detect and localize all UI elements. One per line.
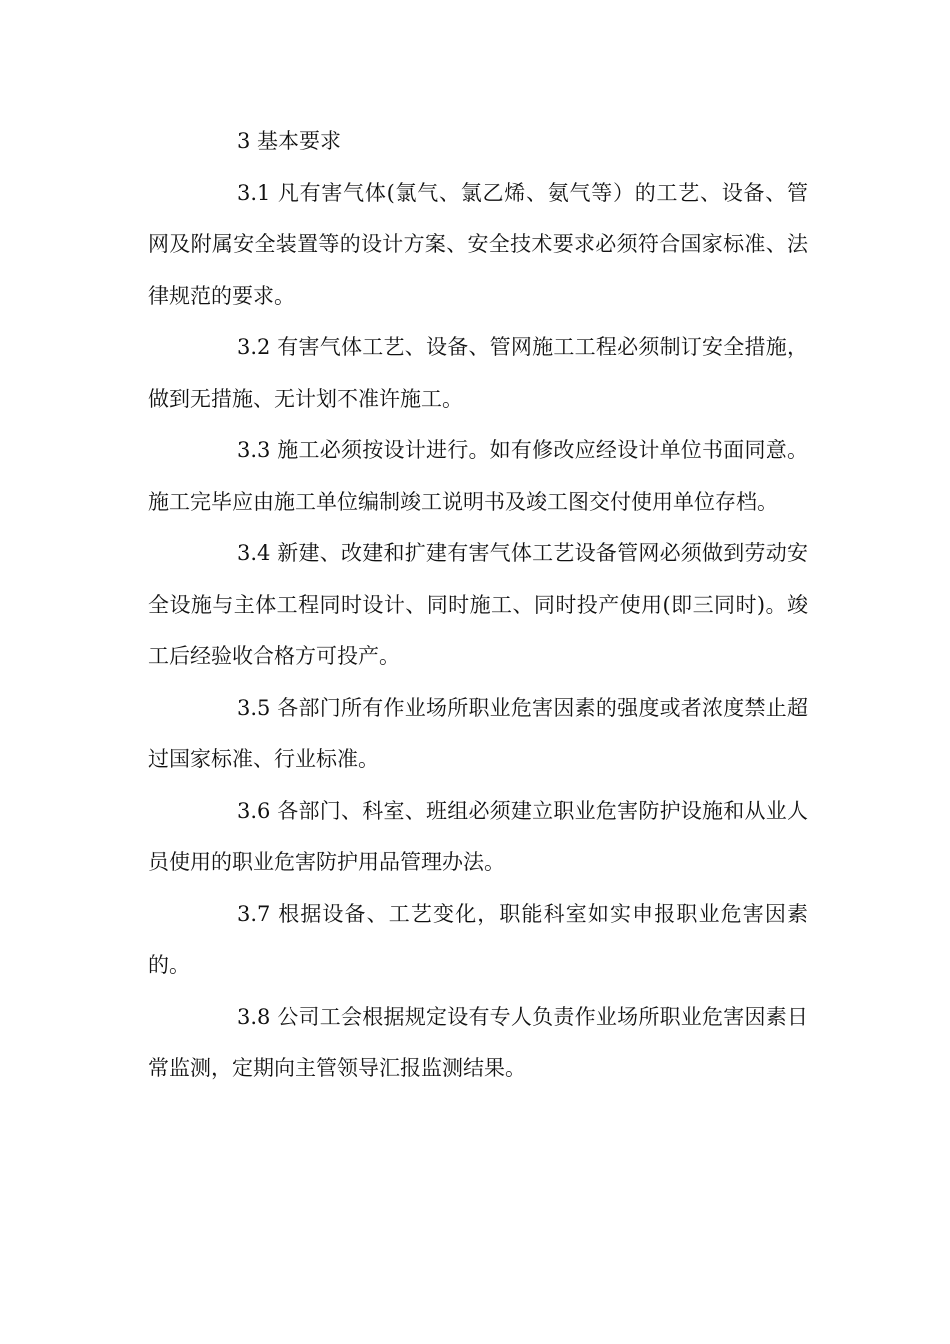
document-body — [148, 116, 808, 1095]
paragraph-3-6: 3.6 各部门、科室、班组必须建立职业危害防护设施和从业人员使用的职业危害防护用品管理办法。 — [148, 798, 808, 874]
paragraph-3-3: 3.3 施工必须按设计进行。如有修改应经设计单位书面同意。 施工完毕应由施工单位编制竣工说明书及竣工图交付使用单位存档。 — [148, 438, 808, 514]
paragraph-3-2: 3.2 有害气体工艺、设备、管网施工工程必须制订安全措施，做到无措施、无计划不准许施工。 — [148, 335, 808, 411]
paragraph-3-5: 3.5 各部门所有作业场所职业危害因素的强度或者浓度禁止超过国家标准、行业标准。 — [148, 695, 808, 771]
section-heading: 3 基本要求 — [237, 129, 342, 153]
paragraph-3-7: 3.7 根据设备、工艺变化，职能科室如实申报职业危害因素的。 — [148, 901, 808, 977]
paragraph-3-1: 3.1 凡有害气体(氯气、氯乙烯、氨气等）的工艺、设备、管网及附属安全装置等的设计方案、安全技术要求必须符合国家标准、法律规范的要求。 — [148, 180, 808, 308]
paragraph-3-4: 3.4 新建、改建和扩建有害气体工艺设备管网必须做到劳动安全设施与主体工程同时设计、同时施工、同时投产使用(即三同时)。竣工后经验收合格方可投产。 — [148, 541, 808, 668]
paragraph-3-8: 3.8 公司工会根据规定设有专人负责作业场所职业危害因素日常监测，定期向主管领导汇报监测结果。 — [148, 1004, 808, 1080]
